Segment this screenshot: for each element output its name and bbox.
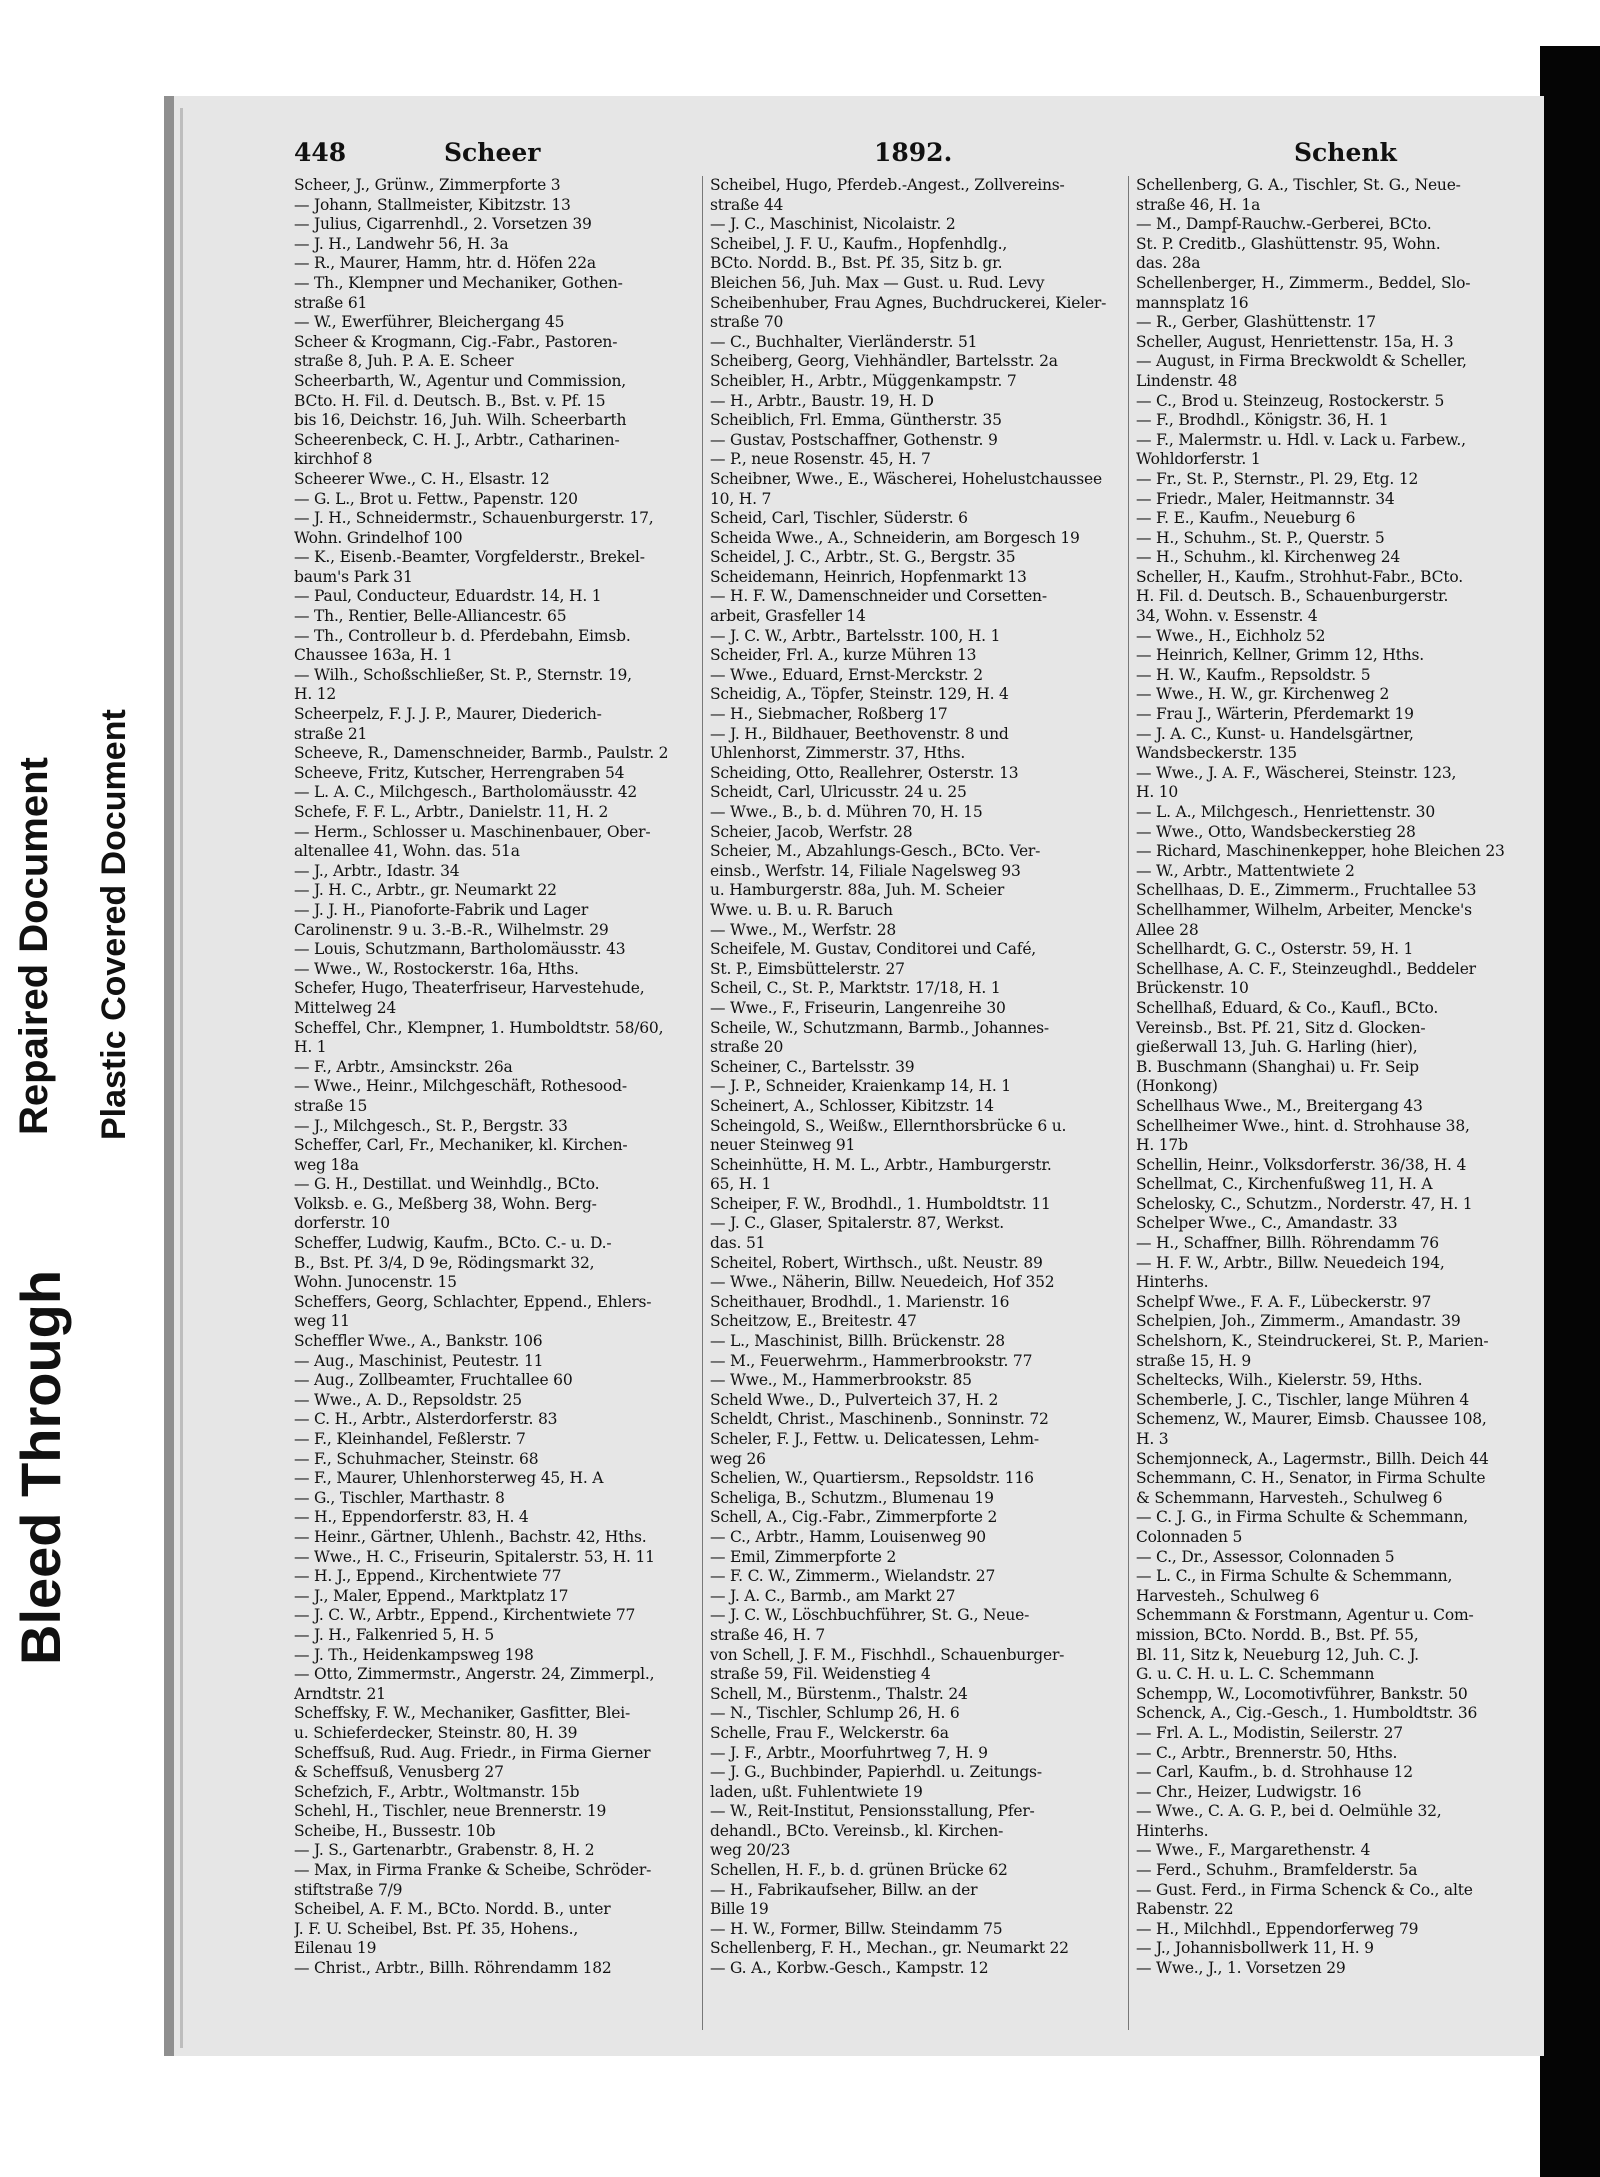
directory-entry-line: — Frl. A. L., Modistin, Seilerstr. 27 (1136, 1723, 1403, 1742)
directory-entry-line: Schelpf Wwe., F. A. F., Lübeckerstr. 97 (1136, 1292, 1432, 1311)
directory-entry-line: — P., neue Rosenstr. 45, H. 7 (710, 450, 931, 469)
directory-entry-line: straße 8, Juh. P. A. E. Scheer (294, 352, 514, 371)
directory-entry-line: straße 70 (710, 313, 784, 332)
directory-entry-line: Scheibel, J. F. U., Kaufm., Hopfenhdlg., (710, 234, 1008, 253)
directory-entry-line: — J., Johannisbollwerk 11, H. 9 (1136, 1939, 1374, 1958)
directory-entry-line: — Heinr., Gärtner, Uhlenh., Bachstr. 42, Hths. (294, 1527, 647, 1546)
directory-entry-line: Scheitel, Robert, Wirthsch., ußt. Neustr. 89 (710, 1253, 1043, 1272)
directory-entry-line: B. Buschmann (Shanghai) u. Fr. Seip (1136, 1057, 1419, 1076)
directory-entry-line: — Wwe., M., Hammerbrookstr. 85 (710, 1371, 972, 1390)
directory-entry-line: (Honkong) (1136, 1077, 1218, 1096)
directory-entry-line: — Max, in Firma Franke & Scheibe, Schröder- (294, 1861, 652, 1880)
directory-entry-line: Schellhardt, G. C., Osterstr. 59, H. 1 (1136, 940, 1414, 959)
directory-entry-line: — Th., Klempner und Mechaniker, Gothen- (294, 273, 623, 292)
directory-entry-line: — Richard, Maschinenkepper, hohe Bleichen 23 (1136, 842, 1505, 861)
directory-entry-line: Scheffler Wwe., A., Bankstr. 106 (294, 1332, 543, 1351)
directory-entry-line: — F., Malermstr. u. Hdl. v. Lack u. Farbew., (1136, 430, 1466, 449)
directory-entry-line: — H., Arbtr., Baustr. 19, H. D (710, 391, 934, 410)
directory-entry-line: — Wwe., A. D., Repsoldstr. 25 (294, 1390, 522, 1409)
directory-entry-line: — C., Brod u. Steinzeug, Rostockerstr. 5 (1136, 391, 1445, 410)
directory-entry-line: bis 16, Deichstr. 16, Juh. Wilh. Scheerbarth (294, 411, 627, 430)
directory-entry-line: Schempp, W., Locomotivführer, Bankstr. 50 (1136, 1684, 1468, 1703)
directory-entry-line: H. 12 (294, 685, 337, 704)
directory-entry-line: St. P., Eimsbüttelerstr. 27 (710, 959, 905, 978)
directory-entry-line: — J. S., Gartenarbtr., Grabenstr. 8, H. 2 (294, 1841, 595, 1860)
directory-entry-line: — J. F., Arbtr., Moorfuhrtweg 7, H. 9 (710, 1743, 988, 1762)
directory-entry-line: St. P. Creditb., Glashüttenstr. 95, Wohn. (1136, 234, 1441, 253)
directory-entry-line: Scheiner, C., Bartelsstr. 39 (710, 1057, 915, 1076)
directory-entry-line: — R., Maurer, Hamm, htr. d. Höfen 22a (294, 254, 596, 273)
directory-entry-line: Scheler, F. J., Fettw. u. Delicatessen, Lehm- (710, 1430, 1039, 1448)
directory-entry-line: Schefer, Hugo, Theaterfriseur, Harvestehude, (294, 979, 645, 998)
directory-entry-line: arbeit, Grasfeller 14 (710, 607, 866, 626)
directory-entry-line: kirchhof 8 (294, 450, 373, 469)
directory-entry-line: Scheffel, Chr., Klempner, 1. Humboldtstr. 58/60, (294, 1018, 664, 1037)
directory-entry-line: Schellenberg, F. H., Mechan., gr. Neumarkt 22 (710, 1939, 1069, 1958)
directory-entry-line: — J. A. C., Barmb., am Markt 27 (710, 1586, 956, 1605)
directory-entry-line: Scheider, Frl. A., kurze Mühren 13 (710, 646, 977, 665)
directory-entry-line: Schelper Wwe., C., Amandastr. 33 (1136, 1214, 1398, 1233)
directory-entry-line: — J., Arbtr., Idastr. 34 (294, 861, 460, 880)
directory-entry-line: H. 1 (294, 1038, 327, 1057)
directory-entry-line: & Schemmann, Harvesteh., Schulweg 6 (1136, 1488, 1443, 1507)
directory-entry-line: — Chr., Heizer, Ludwigstr. 16 (1136, 1782, 1362, 1801)
directory-entry-line: — Gust. Ferd., in Firma Schenck & Co., alte (1136, 1880, 1473, 1899)
directory-entry-line: — H., Eppendorferstr. 83, H. 4 (294, 1508, 529, 1527)
directory-entry-line: Scheingold, S., Weißw., Ellernthorsbrücke 6 u. (710, 1116, 1067, 1135)
directory-entry-line: Schemmann, C. H., Senator, in Firma Schulte (1136, 1469, 1486, 1488)
directory-entry-line: Schellhaus Wwe., M., Breitergang 43 (1136, 1096, 1423, 1115)
directory-entry-line: Scheiblich, Frl. Emma, Güntherstr. 35 (710, 411, 1002, 430)
directory-entry-line: Scheller, August, Henriettenstr. 15a, H. 3 (1136, 332, 1454, 351)
directory-entry-line: Arndtstr. 21 (294, 1684, 386, 1703)
bleed-through-label: Bleed Through (9, 1269, 72, 1665)
directory-entry-line: — Wwe., J. A. F., Wäscherei, Steinstr. 123, (1136, 763, 1457, 782)
directory-entry-line: — H., Siebmacher, Roßberg 17 (710, 705, 948, 724)
header-right-word: Schenk (1294, 138, 1397, 167)
directory-entry-line: Schemenz, W., Maurer, Eimsb. Chaussee 108, (1136, 1410, 1487, 1429)
directory-entry-line: Eilenau 19 (294, 1939, 377, 1958)
directory-entry-line: — C. J. G., in Firma Schulte & Schemmann, (1136, 1508, 1468, 1527)
directory-entry-line: — H. W., Former, Billw. Steindamm 75 (710, 1919, 1003, 1938)
directory-entry-line: Bl. 11, Sitz k, Neueburg 12, Juh. C. J. (1136, 1645, 1419, 1664)
directory-entry-line: Scheidel, J. C., Arbtr., St. G., Bergstr. 35 (710, 548, 1016, 567)
directory-entry-line: Scheifele, M. Gustav, Conditorei und Café, (710, 940, 1037, 959)
directory-column-1 (294, 176, 700, 1979)
directory-entry-line: straße 15 (294, 1096, 368, 1115)
directory-entry-line: Schelien, W., Quartiersm., Repsoldstr. 116 (710, 1469, 1034, 1488)
directory-entry-line: Schelpien, Joh., Zimmerm., Amandastr. 39 (1136, 1312, 1461, 1331)
directory-entry-line: — F. E., Kaufm., Neueburg 6 (1136, 509, 1356, 528)
directory-entry-line: Schellhaß, Eduard, & Co., Kaufl., BCto. (1136, 998, 1439, 1017)
directory-entry-line: — J. Th., Heidenkampsweg 198 (294, 1645, 534, 1664)
directory-entry-line: Vereinsb., Bst. Pf. 21, Sitz d. Glocken- (1136, 1018, 1426, 1037)
directory-entry-line: Scheibel, A. F. M., BCto. Nordd. B., unter (294, 1900, 611, 1919)
directory-entry-line: — H., Schuhm., St. P., Querstr. 5 (1136, 528, 1385, 547)
directory-entry-line: dehandl., BCto. Vereinsb., kl. Kirchen- (710, 1821, 1004, 1840)
directory-entry-line: — Wwe., H., Eichholz 52 (1136, 626, 1326, 645)
directory-column-3 (1136, 176, 1552, 1979)
directory-entry-line: — August, in Firma Breckwoldt & Scheller, (1136, 352, 1467, 371)
repaired-document-label: Repaired Document (12, 757, 56, 1135)
directory-entry-line: — C. H., Arbtr., Alsterdorferstr. 83 (294, 1410, 558, 1429)
directory-entry-line: — Wwe., M., Werfstr. 28 (710, 920, 897, 939)
directory-entry-line: — F., Schuhmacher, Steinstr. 68 (294, 1449, 539, 1468)
directory-entry-line: — C., Arbtr., Hamm, Louisenweg 90 (710, 1527, 986, 1546)
directory-entry-line: BCto. Nordd. B., Bst. Pf. 35, Sitz b. gr. (710, 254, 1003, 273)
directory-entry-line: Schelshorn, K., Steindruckerei, St. P., Marien- (1136, 1332, 1489, 1351)
directory-entry-line: — Herm., Schlosser u. Maschinenbauer, Ober- (294, 822, 651, 841)
directory-entry-line: Scheitzow, E., Breitestr. 47 (710, 1312, 917, 1331)
directory-entry-line: weg 20/23 (710, 1841, 791, 1860)
directory-entry-line: — Ferd., Schuhm., Bramfelderstr. 5a (1136, 1861, 1418, 1880)
directory-entry-line: straße 46, H. 7 (710, 1625, 826, 1644)
directory-entry-line: Scheier, Jacob, Werfstr. 28 (710, 822, 913, 841)
directory-entry-line: — K., Eisenb.-Beamter, Vorgfelderstr., Brekel- (294, 548, 645, 567)
directory-entry-line: — J. C. W., Arbtr., Bartelsstr. 100, H. 1 (710, 626, 1001, 645)
directory-entry-line: — Wwe., Otto, Wandsbeckerstieg 28 (1136, 822, 1416, 841)
directory-entry-line: straße 15, H. 9 (1136, 1351, 1252, 1370)
directory-entry-line: G. u. C. H. u. L. C. Schemmann (1136, 1665, 1375, 1684)
directory-entry-line: Bille 19 (710, 1900, 769, 1919)
directory-entry-line: — C., Arbtr., Brennerstr. 50, Hths. (1136, 1743, 1398, 1762)
directory-entry-line: Schemjonneck, A., Lagermstr., Billh. Deich 44 (1136, 1449, 1489, 1468)
page-binding-line (180, 108, 183, 2048)
directory-entry-line: — G. A., Korbw.-Gesch., Kampstr. 12 (710, 1959, 989, 1978)
directory-entry-line: — Carl, Kaufm., b. d. Strohhause 12 (1136, 1763, 1413, 1782)
directory-entry-line: Scheidt, Carl, Ulricusstr. 24 u. 25 (710, 783, 967, 802)
directory-entry-line: H. 10 (1136, 783, 1179, 802)
directory-entry-line: 65, H. 1 (710, 1175, 772, 1194)
directory-entry-line: Scheinert, A., Schlosser, Kibitzstr. 14 (710, 1096, 994, 1115)
directory-entry-line: Scheidemann, Heinrich, Hopfenmarkt 13 (710, 567, 1027, 586)
directory-entry-line: — L. C., in Firma Schulte & Schemmann, (1136, 1567, 1453, 1586)
directory-entry-line: — J. H., Landwehr 56, H. 3a (294, 234, 509, 253)
directory-entry-line: Schellenberger, H., Zimmerm., Beddel, Slo- (1136, 273, 1471, 292)
directory-entry-line: Schenck, A., Cig.-Gesch., 1. Humboldtstr. 36 (1136, 1704, 1478, 1723)
directory-entry-line: Scheibel, Hugo, Pferdeb.-Angest., Zollvereins- (710, 176, 1065, 194)
directory-entry-line: — H. J., Eppend., Kirchentwiete 77 (294, 1567, 562, 1586)
directory-entry-line: weg 26 (710, 1449, 766, 1468)
directory-entry-line: Schell, M., Bürstenm., Thalstr. 24 (710, 1684, 968, 1703)
directory-entry-line: Scheil, C., St. P., Marktstr. 17/18, H. 1 (710, 979, 1001, 998)
directory-entry-line: — Aug., Maschinist, Peutestr. 11 (294, 1351, 544, 1370)
directory-entry-line: Scheld Wwe., D., Pulverteich 37, H. 2 (710, 1390, 999, 1409)
directory-entry-line: stiftstraße 7/9 (294, 1880, 403, 1899)
directory-entry-line: — Julius, Cigarrenhdl., 2. Vorsetzen 39 (294, 215, 592, 234)
directory-entry-line: von Schell, J. F. M., Fischhdl., Schauenburger- (710, 1645, 1065, 1664)
directory-entry-line: — Frau J., Wärterin, Pferdemarkt 19 (1136, 705, 1414, 724)
directory-entry-line: — Johann, Stallmeister, Kibitzstr. 13 (294, 195, 571, 214)
directory-entry-line: — H. F. W., Damenschneider und Corsetten- (710, 587, 1047, 606)
directory-entry-line: — W., Reit-Institut, Pensionsstallung, Pfer- (710, 1802, 1035, 1821)
directory-entry-line: — R., Gerber, Glashüttenstr. 17 (1136, 313, 1376, 332)
column-divider (702, 176, 703, 2030)
directory-entry-line: Scheile, W., Schutzmann, Barmb., Johannes- (710, 1018, 1049, 1037)
directory-entry-line: mission, BCto. Nordd. B., Bst. Pf. 55, (1136, 1625, 1419, 1644)
directory-entry-line: Bleichen 56, Juh. Max — Gust. u. Rud. Levy (710, 273, 1045, 292)
header-year: 1892. (874, 138, 953, 167)
directory-entry-line: Scheinhütte, H. M. L., Arbtr., Hamburgerstr. (710, 1155, 1052, 1174)
directory-entry-line: — M., Dampf-Rauchw.-Gerberei, BCto. (1136, 215, 1432, 234)
directory-entry-line: & Scheffsuß, Venusberg 27 (294, 1763, 504, 1782)
directory-entry-line: Scheldt, Christ., Maschinenb., Sonninstr. 72 (710, 1410, 1049, 1429)
directory-entry-line: — C., Dr., Assessor, Colonnaden 5 (1136, 1547, 1395, 1566)
directory-entry-line: — J. H., Falkenried 5, H. 5 (294, 1625, 494, 1644)
directory-entry-line: Wohldorferstr. 1 (1136, 450, 1261, 469)
directory-entry-line: — J., Milchgesch., St. P., Bergstr. 33 (294, 1116, 568, 1135)
directory-entry-line: Scheffers, Georg, Schlachter, Eppend., Ehlers- (294, 1292, 652, 1311)
directory-entry-line: — Th., Rentier, Belle-Alliancestr. 65 (294, 607, 567, 626)
directory-entry-line: Scheiberg, Georg, Viehhändler, Bartelsstr. 2a (710, 352, 1058, 371)
directory-entry-line: Scheller, H., Kaufm., Strohhut-Fabr., BCto. (1136, 567, 1463, 586)
directory-entry-line: BCto. H. Fil. d. Deutsch. B., Bst. v. Pf. 15 (294, 391, 606, 410)
directory-entry-line: Volksb. e. G., Meßberg 38, Wohn. Berg- (294, 1194, 597, 1213)
directory-entry-line: — Wwe., H. C., Friseurin, Spitalerstr. 53, H. 11 (294, 1547, 655, 1566)
directory-entry-line: Scheffsuß, Rud. Aug. Friedr., in Firma Gierner (294, 1743, 651, 1762)
directory-entry-line: — N., Tischler, Schlump 26, H. 6 (710, 1704, 960, 1723)
directory-entry-line: das. 28a (1136, 254, 1201, 273)
directory-entry-line: — H., Fabrikaufseher, Billw. an der (710, 1880, 978, 1899)
directory-entry-line: Scheerpelz, F. J. J. P., Maurer, Diederich- (294, 705, 602, 724)
directory-entry-line: Scheltecks, Wilh., Kielerstr. 59, Hths. (1136, 1371, 1423, 1390)
directory-entry-line: — J. A. C., Kunst- u. Handelsgärtner, (1136, 724, 1414, 743)
directory-entry-line: — Friedr., Maler, Heitmannstr. 34 (1136, 489, 1395, 508)
directory-entry-line: Schellheimer Wwe., hint. d. Strohhause 38, (1136, 1116, 1470, 1135)
directory-entry-line: Schellhammer, Wilhelm, Arbeiter, Mencke's (1136, 900, 1472, 919)
directory-entry-line: — Wwe., J., 1. Vorsetzen 29 (1136, 1959, 1346, 1978)
directory-entry-line: — Aug., Zollbeamter, Fruchtallee 60 (294, 1371, 573, 1390)
directory-entry-line: — F., Kleinhandel, Feßlerstr. 7 (294, 1430, 526, 1448)
directory-entry-line: — H., Schaffner, Billh. Röhrendamm 76 (1136, 1234, 1439, 1253)
directory-entry-line: Mittelweg 24 (294, 998, 397, 1017)
directory-entry-line: Lindenstr. 48 (1136, 371, 1238, 390)
directory-entry-line: — F. C. W., Zimmerm., Wielandstr. 27 (710, 1567, 996, 1586)
directory-entry-line: Scheiding, Otto, Reallehrer, Osterstr. 13 (710, 763, 1019, 782)
directory-entry-line: Scheliga, B., Schutzm., Blumenau 19 (710, 1488, 994, 1507)
directory-entry-line: Schehl, H., Tischler, neue Brennerstr. 19 (294, 1802, 607, 1821)
directory-entry-line: — C., Buchhalter, Vierländerstr. 51 (710, 332, 978, 351)
directory-entry-line: Scheibler, H., Arbtr., Müggenkampstr. 7 (710, 371, 1017, 390)
directory-entry-line: laden, ußt. Fuhlentwiete 19 (710, 1782, 923, 1801)
directory-entry-line: Schellhase, A. C. F., Steinzeughdl., Beddeler (1136, 959, 1476, 978)
directory-entry-line: baum's Park 31 (294, 567, 413, 586)
directory-entry-line: — G. L., Brot u. Fettw., Papenstr. 120 (294, 489, 578, 508)
directory-entry-line: Schemmann & Forstmann, Agentur u. Com- (1136, 1606, 1474, 1625)
directory-entry-line: H. Fil. d. Deutsch. B., Schauenburgerstr. (1136, 587, 1449, 606)
column-divider (1128, 176, 1129, 2030)
directory-entry-line: — Paul, Conducteur, Eduardstr. 14, H. 1 (294, 587, 602, 606)
directory-entry-line: mannsplatz 16 (1136, 293, 1249, 312)
directory-entry-line: Scheerenbeck, C. H. J., Arbtr., Catharinen- (294, 430, 620, 449)
directory-entry-line: Schellhaas, D. E., Zimmerm., Fruchtallee 53 (1136, 881, 1477, 900)
directory-entry-line: Scheerer Wwe., C. H., Elsastr. 12 (294, 469, 550, 488)
page-binding-edge (164, 96, 174, 2056)
directory-entry-line: H. 17b (1136, 1136, 1188, 1155)
header-left-word: Scheer (444, 138, 541, 167)
directory-entry-line: Scheithauer, Brodhdl., 1. Marienstr. 16 (710, 1292, 1010, 1311)
directory-entry-line: Schemberle, J. C., Tischler, lange Mühren 4 (1136, 1390, 1469, 1409)
directory-entry-line: — Th., Controlleur b. d. Pferdebahn, Eimsb. (294, 626, 631, 645)
directory-entry-line: Scheeve, R., Damenschneider, Barmb., Paulstr. 2 (294, 744, 669, 763)
directory-entry-line: gießerwall 13, Juh. G. Harling (hier), (1136, 1038, 1418, 1057)
directory-entry-line: — F., Maurer, Uhlenhorsterweg 45, H. A (294, 1469, 604, 1488)
directory-entry-line: — Louis, Schutzmann, Bartholomäusstr. 43 (294, 940, 626, 959)
directory-entry-line: Scheier, M., Abzahlungs-Gesch., BCto. Ver- (710, 842, 1041, 861)
directory-entry-line: Scheibner, Wwe., E., Wäscherei, Hohelustchaussee (710, 469, 1102, 488)
directory-entry-line: Schelosky, C., Schutzm., Norderstr. 47, H. 1 (1136, 1194, 1473, 1213)
directory-entry-line: — J. P., Schneider, Kraienkamp 14, H. 1 (710, 1077, 1011, 1096)
directory-entry-line: — Wilh., Schoßschließer, St. P., Sternstr. 19, (294, 665, 632, 684)
directory-entry-line: Colonnaden 5 (1136, 1527, 1243, 1546)
directory-entry-line: — F., Brodhdl., Königstr. 36, H. 1 (1136, 411, 1389, 430)
directory-entry-line: Wohn. Grindelhof 100 (294, 528, 463, 547)
directory-entry-line: neuer Steinweg 91 (710, 1136, 856, 1155)
directory-entry-line: Schellenberg, G. A., Tischler, St. G., Neue- (1136, 176, 1461, 194)
directory-entry-line: B., Bst. Pf. 3/4, D 9e, Rödingsmarkt 32, (294, 1253, 595, 1272)
directory-entry-line: — H., Schuhm., kl. Kirchenweg 24 (1136, 548, 1401, 567)
directory-entry-line: Chaussee 163a, H. 1 (294, 646, 453, 665)
directory-entry-line: Carolinenstr. 9 u. 3.-B.-R., Wilhelmstr. 29 (294, 920, 609, 939)
directory-entry-line: — L., Maschinist, Billh. Brückenstr. 28 (710, 1332, 1005, 1351)
directory-entry-line: — Wwe., B., b. d. Mühren 70, H. 15 (710, 803, 983, 821)
directory-entry-line: straße 46, H. 1a (1136, 195, 1261, 214)
directory-entry-line: — Wwe., F., Margarethenstr. 4 (1136, 1841, 1371, 1860)
directory-entry-line: — Christ., Arbtr., Billh. Röhrendamm 182 (294, 1959, 612, 1978)
directory-entry-line: Hinterhs. (1136, 1821, 1209, 1840)
directory-entry-line: Hinterhs. (1136, 1273, 1209, 1292)
directory-entry-line: Schefzich, F., Arbtr., Woltmanstr. 15b (294, 1782, 580, 1801)
directory-entry-line: — J., Maler, Eppend., Marktplatz 17 (294, 1586, 569, 1605)
directory-entry-line: Wwe. u. B. u. R. Baruch (710, 900, 893, 919)
directory-entry-line: Allee 28 (1136, 920, 1199, 939)
directory-entry-line: — J. C. W., Löschbuchführer, St. G., Neue- (710, 1606, 1030, 1625)
directory-entry-line: Scheid, Carl, Tischler, Süderstr. 6 (710, 509, 968, 528)
directory-entry-line: Rabenstr. 22 (1136, 1900, 1234, 1919)
directory-entry-line: Schell, A., Cig.-Fabr., Zimmerpforte 2 (710, 1508, 998, 1527)
directory-entry-line: einsb., Werfstr. 14, Filiale Nagelsweg 93 (710, 861, 1021, 880)
directory-entry-line: — Wwe., W., Rostockerstr. 16a, Hths. (294, 959, 579, 978)
directory-entry-line: — J. C. W., Arbtr., Eppend., Kirchentwiete 77 (294, 1606, 636, 1625)
directory-entry-line: — G. H., Destillat. und Weinhdlg., BCto. (294, 1175, 600, 1194)
directory-entry-line: — Wwe., Heinr., Milchgeschäft, Rothesood- (294, 1077, 627, 1096)
directory-entry-line: altenallee 41, Wohn. das. 51a (294, 842, 520, 861)
directory-entry-line: — H. W., Kaufm., Repsoldstr. 5 (1136, 665, 1371, 684)
directory-entry-line: — W., Arbtr., Mattentwiete 2 (1136, 861, 1355, 880)
directory-entry-line: dorferstr. 10 (294, 1214, 390, 1233)
directory-entry-line: Scheer & Krogmann, Cig.-Fabr., Pastoren- (294, 332, 618, 351)
directory-entry-line: — H., Milchhdl., Eppendorferweg 79 (1136, 1919, 1419, 1938)
directory-entry-line: — W., Ewerführer, Bleichergang 45 (294, 313, 565, 332)
directory-entry-line: u. Schieferdecker, Steinstr. 80, H. 39 (294, 1723, 578, 1742)
directory-entry-line: Wohn. Junocenstr. 15 (294, 1273, 457, 1292)
directory-entry-line: — Wwe., Eduard, Ernst-Merckstr. 2 (710, 665, 983, 684)
directory-entry-line: H. 3 (1136, 1430, 1169, 1448)
directory-entry-line: Scheida Wwe., A., Schneiderin, am Borgesch 19 (710, 528, 1080, 547)
directory-entry-line: Scheffer, Ludwig, Kaufm., BCto. C.- u. D.- (294, 1234, 612, 1253)
scan-corner (1540, 0, 1600, 46)
directory-entry-line: 10, H. 7 (710, 489, 772, 508)
directory-entry-line: — L. A. C., Milchgesch., Bartholomäusstr. 42 (294, 783, 638, 802)
directory-entry-line: Uhlenhorst, Zimmerstr. 37, Hths. (710, 744, 966, 763)
directory-entry-line: Brückenstr. 10 (1136, 979, 1249, 998)
directory-entry-line: straße 44 (710, 195, 784, 214)
directory-entry-line: — J. J. H., Pianoforte-Fabrik und Lager (294, 900, 589, 919)
directory-entry-line: Scheibenhuber, Frau Agnes, Buchdruckerei, Kieler- (710, 293, 1107, 312)
page-header (294, 138, 1534, 172)
directory-entry-line: — Wwe., Näherin, Billw. Neuedeich, Hof 352 (710, 1273, 1055, 1292)
directory-entry-line: — J. C., Glaser, Spitalerstr. 87, Werkst. (710, 1214, 1005, 1233)
directory-column-2 (710, 176, 1120, 1979)
directory-entry-line: Scheer, J., Grünw., Zimmerpforte 3 (294, 176, 561, 194)
side-label-panel (0, 0, 160, 2177)
directory-entry-line: — Gustav, Postschaffner, Gothenstr. 9 (710, 430, 998, 449)
directory-entry-line: — Wwe., F., Friseurin, Langenreihe 30 (710, 998, 1006, 1017)
directory-entry-line: straße 20 (710, 1038, 784, 1057)
directory-entry-line: Schefe, F. F. L., Arbtr., Danielstr. 11, H. 2 (294, 803, 609, 821)
directory-entry-line: — M., Feuerwehrm., Hammerbrookstr. 77 (710, 1351, 1033, 1370)
directory-entry-line: — J. H., Schneidermstr., Schauenburgerstr. 17, (294, 509, 654, 528)
directory-entry-line: Schellin, Heinr., Volksdorferstr. 36/38, H. 4 (1136, 1155, 1467, 1174)
directory-entry-line: — F., Arbtr., Amsinckstr. 26a (294, 1057, 513, 1076)
directory-entry-line: weg 11 (294, 1312, 350, 1331)
directory-entry-line: — Emil, Zimmerpforte 2 (710, 1547, 897, 1566)
directory-entry-line: — Wwe., H. W., gr. Kirchenweg 2 (1136, 685, 1390, 704)
directory-entry-line: — J. H. C., Arbtr., gr. Neumarkt 22 (294, 881, 557, 900)
directory-entry-line: Schellmat, C., Kirchenfußweg 11, H. A (1136, 1175, 1433, 1194)
directory-entry-line: — H. F. W., Arbtr., Billw. Neuedeich 194, (1136, 1253, 1445, 1272)
directory-entry-line: Scheffsky, F. W., Mechaniker, Gasfitter, Blei- (294, 1704, 631, 1723)
directory-entry-line: straße 21 (294, 724, 368, 743)
directory-entry-line: — J. G., Buchbinder, Papierhdl. u. Zeitungs- (710, 1763, 1042, 1782)
directory-entry-line: weg 18a (294, 1155, 359, 1174)
directory-entry-line: Schellen, H. F., b. d. grünen Brücke 62 (710, 1861, 1008, 1880)
directory-entry-line: — Fr., St. P., Sternstr., Pl. 29, Etg. 12 (1136, 469, 1419, 488)
page-number: 448 (294, 138, 347, 167)
directory-entry-line: — L. A., Milchgesch., Henriettenstr. 30 (1136, 803, 1435, 821)
directory-entry-line: J. F. U. Scheibel, Bst. Pf. 35, Hohens., (294, 1919, 579, 1938)
directory-entry-line: Scheibe, H., Bussestr. 10b (294, 1821, 496, 1840)
directory-entry-line: — G., Tischler, Marthastr. 8 (294, 1488, 505, 1507)
directory-entry-line: Scheerbarth, W., Agentur und Commission, (294, 371, 626, 390)
directory-entry-line: u. Hamburgerstr. 88a, Juh. M. Scheier (710, 881, 1005, 900)
directory-entry-line: — J. H., Bildhauer, Beethovenstr. 8 und (710, 724, 1009, 743)
directory-entry-line: Scheidig, A., Töpfer, Steinstr. 129, H. 4 (710, 685, 1009, 704)
directory-entry-line: — Wwe., C. A. G. P., bei d. Oelmühle 32, (1136, 1802, 1442, 1821)
plastic-covered-label: Plastic Covered Document (95, 709, 133, 1140)
directory-entry-line: das. 51 (710, 1234, 766, 1253)
directory-entry-line: Harvesteh., Schulweg 6 (1136, 1586, 1320, 1605)
directory-entry-line: — Otto, Zimmermstr., Angerstr. 24, Zimmerpl., (294, 1665, 655, 1684)
directory-entry-line: 34, Wohn. v. Essenstr. 4 (1136, 607, 1318, 626)
directory-entry-line: straße 61 (294, 293, 368, 312)
directory-entry-line: straße 59, Fil. Weidenstieg 4 (710, 1665, 931, 1684)
directory-entry-line: Scheiper, F. W., Brodhdl., 1. Humboldtstr. 11 (710, 1194, 1051, 1213)
directory-entry-line: — Heinrich, Kellner, Grimm 12, Hths. (1136, 646, 1424, 665)
directory-entry-line: Schelle, Frau F., Welckerstr. 6a (710, 1723, 949, 1742)
directory-entry-line: Scheeve, Fritz, Kutscher, Herrengraben 54 (294, 763, 625, 782)
directory-entry-line: Wandsbeckerstr. 135 (1136, 744, 1297, 763)
directory-entry-line: — J. C., Maschinist, Nicolaistr. 2 (710, 215, 956, 234)
directory-entry-line: Scheffer, Carl, Fr., Mechaniker, kl. Kirchen- (294, 1136, 628, 1155)
